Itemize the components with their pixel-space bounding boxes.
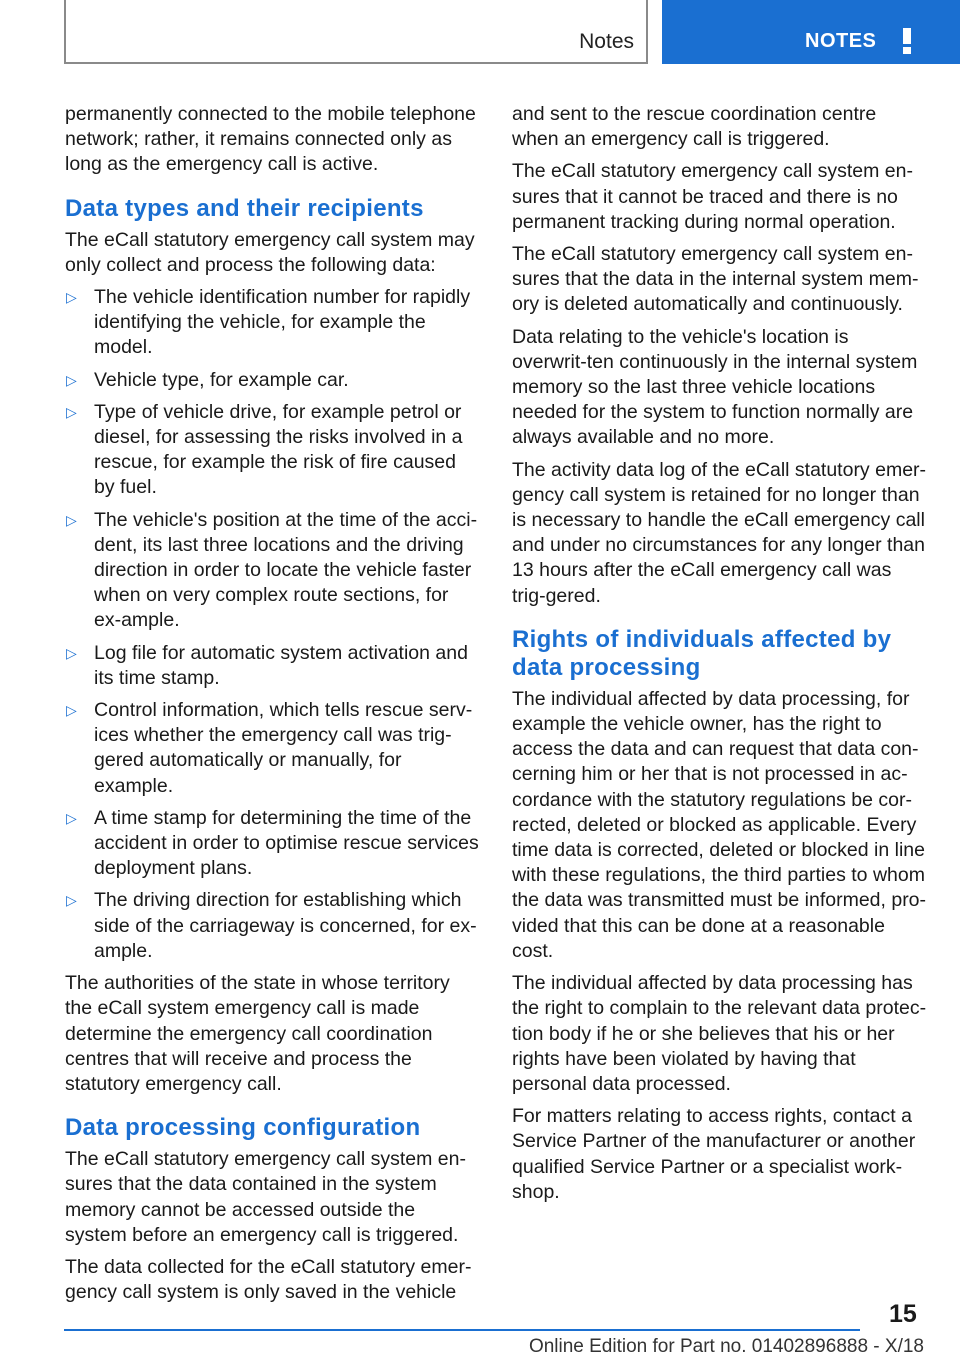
list-item: ▷ Type of vehicle drive, for example petrol or diesel, for assessing the risks involved in a rescue, for example the risk of fire caused by fuel. — [66, 400, 463, 499]
paragraph: The individual affected by data processing has the right to complain to the relevant data protec-tion body if he or she believes that his or her rights have been violated by having that personal data processed. — [512, 972, 927, 1095]
list-item: ▷ The vehicle identification number for rapidly identifying the vehicle, for example the model. — [66, 286, 471, 359]
page-number: 15 — [889, 1300, 917, 1328]
footer-divider — [64, 1329, 860, 1331]
header-tab — [662, 0, 960, 64]
section-intro: The eCall statutory emergency call system may only collect and process the following data: — [65, 228, 475, 276]
paragraph: The individual affected by data processing, for example the vehicle owner, has the right to access the data and can request that data con-cerning him or her that is not processed in ac-cordance with the statutory regulations be cor-rected, deleted or blocked as applicable. Every time data is corrected, deleted or blocked in line with these regulations, the third parties to whom the data was transmitted must be informed, pro-vided that this can be done at a reasonable cost. — [512, 687, 927, 962]
section-outro: The authorities of the state in whose territory the eCall system emergency call is made determine the emergency call coordination centres that will receive and process the statutory emergency call. — [65, 972, 450, 1095]
triangle-bullet-icon: ▷ — [66, 371, 77, 388]
list-item: ▷ The vehicle's position at the time of the acci-dent, its last three locations and the driving direction in order to locate the vehicle faster when on very complex route sections, for ex-ample. — [66, 508, 478, 632]
triangle-bullet-icon: ▷ — [66, 892, 77, 909]
triangle-bullet-icon: ▷ — [66, 403, 77, 420]
paragraph: The activity data log of the eCall statutory emer-gency call system is retained for no longer than is necessary to handle the eCall emergency call and under no circumstances for any longer than 13 hours after the eCall emergency call was trig-gered. — [512, 458, 927, 607]
section-heading-data-processing: Data processing configuration — [65, 1114, 421, 1142]
footer-edition-text: Online Edition for Part no. 01402896888 - X/18 — [528, 1336, 924, 1357]
paragraph: Data relating to the vehicle's location is overwrit-ten continuously in the internal system memory so the last three vehicle locations needed for the system to function normally are always available and no more. — [512, 325, 918, 449]
section-heading-rights: Rights of individuals affected by data processing — [512, 625, 892, 681]
list-item: ▷ The driving direction for establishing which side of the carriageway is concerned, for ex-ample. — [66, 889, 477, 962]
triangle-bullet-icon: ▷ — [66, 289, 77, 306]
triangle-bullet-icon: ▷ — [66, 511, 77, 528]
paragraph: For matters relating to access rights, contact a Service Partner of the manufacturer or another qualified Service Partner or a specialist work-shop. — [512, 1105, 916, 1203]
right-column — [512, 102, 927, 1212]
triangle-bullet-icon: ▷ — [66, 809, 77, 826]
list-item: ▷ Vehicle type, for example car. — [65, 368, 480, 393]
triangle-bullet-icon: ▷ — [66, 644, 77, 661]
paragraph: The eCall statutory emergency call system en-sures that the data contained in the system memory cannot be accessed outside the system before an emergency call is triggered. — [65, 1148, 466, 1246]
header-tab-label: NOTES — [805, 30, 877, 52]
header-section-label: Notes — [579, 30, 634, 53]
paragraph: The eCall statutory emergency call system en-sures that it cannot be traced and there is no permanent tracking during normal operation. — [512, 160, 913, 233]
paragraph: The eCall statutory emergency call system en-sures that the data in the internal system mem-ory is deleted automatically and continuously. — [512, 243, 919, 316]
header-box — [64, 0, 648, 64]
section-heading-data-types: Data types and their recipients — [65, 194, 424, 222]
list-item: ▷ Log file for automatic system activation and its time stamp. — [66, 641, 468, 689]
intro-paragraph: permanently connected to the mobile telephone network; rather, it remains connected only as long as the emergency call is active. — [65, 103, 476, 176]
left-column — [65, 102, 480, 1312]
paragraph: The data collected for the eCall statutory emer-gency call system is only saved in the vehicle — [65, 1255, 472, 1304]
exclamation-icon — [900, 28, 914, 54]
data-types-list — [65, 285, 480, 964]
paragraph: and sent to the rescue coordination centre when an emergency call is triggered. — [512, 103, 877, 151]
list-item: ▷ A time stamp for determining the time of the accident in order to optimise rescue services deployment plans. — [66, 806, 479, 880]
list-item: ▷ Control information, which tells rescue serv-ices whether the emergency call was trig-gered automatically or manually, for example. — [66, 699, 473, 797]
triangle-bullet-icon: ▷ — [66, 702, 77, 719]
